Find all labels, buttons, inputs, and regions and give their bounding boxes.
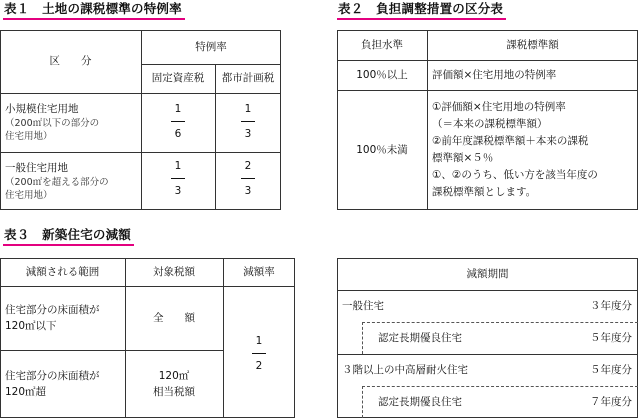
fraction-numerator: 1 xyxy=(174,103,182,115)
table2-row2-line3: ②前年度課税標準額＋本来の課税 xyxy=(432,135,589,147)
table1-header-category: 区 分 xyxy=(49,55,92,67)
table1-title: 表１ 土地の課税標準の特例率 xyxy=(3,0,185,20)
table1-row1-sub1: （200㎡以下の部分の xyxy=(5,118,100,129)
fraction-denominator: 3 xyxy=(244,185,252,197)
table4-row1-period: ３年度分 xyxy=(590,299,632,312)
table1-row1-label xyxy=(0,93,141,152)
table4-row2-period: ５年度分 xyxy=(590,331,632,344)
table2-row2-line5: ①、②のうち、低い方を該当年度の xyxy=(432,169,598,181)
table1-row2-main: 一般住宅用地 xyxy=(5,161,68,174)
table3-row2-target1: 120㎡ xyxy=(158,370,190,382)
table3-header-range: 減額される範囲 xyxy=(25,265,100,278)
table3-row2-target xyxy=(125,350,223,418)
fraction-numerator: 1 xyxy=(244,103,252,115)
table3-row1-range1: 住宅部分の床面積が xyxy=(5,304,100,316)
table1-header-rate: 特例率 xyxy=(195,40,227,53)
table2-header-base: 課税標準額 xyxy=(506,38,559,51)
table2-row2-line6: 課税標準額とします。 xyxy=(432,186,537,198)
table1-row2-label xyxy=(0,152,141,210)
table1-row1-fixed-fraction xyxy=(171,102,185,141)
table1-row1-main: 小規模住宅用地 xyxy=(5,103,79,115)
fraction-numerator: 2 xyxy=(244,160,252,172)
table4-row4-period: ７年度分 xyxy=(590,395,632,408)
table3-rate-fraction xyxy=(252,334,266,373)
table4-row4-label: 認定長期優良住宅 xyxy=(378,395,462,408)
table2-row2-base xyxy=(427,90,638,210)
table2-row2-line4: 標準額×５％ xyxy=(432,152,494,164)
fraction-numerator: 1 xyxy=(174,160,182,172)
fraction-denominator: 2 xyxy=(255,360,263,372)
fraction-numerator: 1 xyxy=(255,335,263,347)
table3-header-rate: 減額率 xyxy=(243,265,275,278)
table2-row2-level: 100％未満 xyxy=(356,143,408,156)
table3-row2-range1: 住宅部分の床面積が xyxy=(5,370,100,382)
fraction-denominator: 3 xyxy=(244,128,252,140)
table4-row3-period: ５年度分 xyxy=(590,363,632,376)
table2-title: 表２ 負担調整措置の区分表 xyxy=(337,0,506,20)
table2-row1-level: 100％以上 xyxy=(356,68,408,81)
table3-row1-target: 全 額 xyxy=(153,311,195,324)
table2-row2-line1: ①評価額×住宅用地の特例率 xyxy=(432,101,566,113)
table3-row1-range xyxy=(0,286,125,350)
table2-header-level: 負担水準 xyxy=(361,38,403,51)
table1-row1-city-fraction xyxy=(241,102,255,141)
table3-row1-range2: 120㎡以下 xyxy=(5,320,57,332)
table2-row2-line2: （＝本来の課税標準額） xyxy=(432,118,548,130)
fraction-denominator: 3 xyxy=(174,185,182,197)
table1-row2-sub1: （200㎡を超える部分の xyxy=(5,176,109,188)
table3-row2-target2: 相当税額 xyxy=(153,386,195,398)
table3-row2-range2: 120㎡超 xyxy=(5,386,47,398)
table1-row2-fixed-fraction xyxy=(171,159,185,198)
table4-row3-label: ３階以上の中高層耐火住宅 xyxy=(342,363,468,376)
table1-row2-city-fraction xyxy=(241,159,255,198)
table1-row2-sub2: 住宅用地） xyxy=(5,189,53,201)
table3-header-target: 対象税額 xyxy=(153,265,195,278)
table1-row1-sub2: 住宅用地） xyxy=(5,131,53,142)
table4-row2-label: 認定長期優良住宅 xyxy=(378,331,462,344)
table1-header-fixed: 固定資産税 xyxy=(151,72,205,84)
table4-header-period: 減額期間 xyxy=(466,267,509,280)
table4-row1-label: 一般住宅 xyxy=(342,299,384,312)
table3-title: 表３ 新築住宅の減額 xyxy=(3,226,134,246)
fraction-denominator: 6 xyxy=(174,128,182,140)
table1-header-city: 都市計画税 xyxy=(221,72,275,84)
table3-row2-range xyxy=(0,350,125,418)
table2-row1-base: 評価額×住宅用地の特例率 xyxy=(432,68,557,81)
